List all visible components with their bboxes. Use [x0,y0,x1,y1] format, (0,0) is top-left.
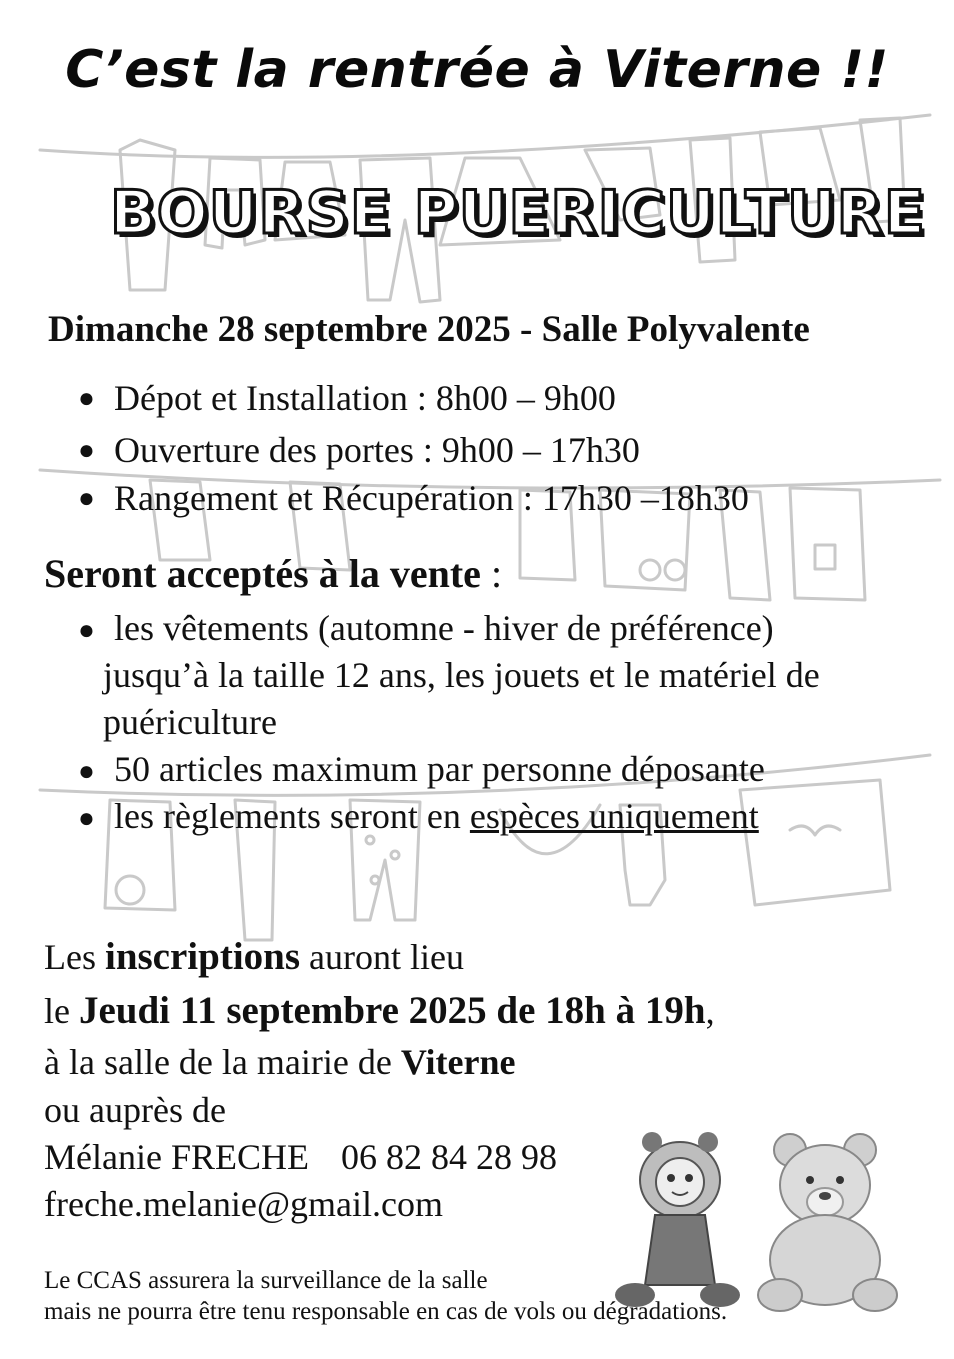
bullet-icon: ● [78,756,95,787]
acceptance-item-text: puériculture [103,702,277,742]
acceptance-item-text: 50 articles maximum par personne déposante [114,749,765,789]
event-type-banner: BOURSE PUERICULTURE [110,178,926,248]
list-item [78,474,749,526]
text: auront lieu [300,937,464,977]
acceptance-item-text: les règlements seront en [114,796,470,836]
town-name: Viterne [400,1042,516,1082]
text: Les [44,937,105,977]
list-item [78,426,749,474]
acceptance-item-text: les vêtements (automne - hiver de préférence) [114,608,774,648]
page-title: C’est la rentrée à Viterne !! [65,40,889,100]
bullet-icon: ● [78,435,95,466]
contact-email[interactable]: freche.melanie@gmail.com [44,1184,443,1224]
inscriptions-keyword: inscriptions [104,935,301,978]
inscriptions-place-line [44,1041,515,1083]
acceptance-heading-text: Seront acceptés à la vente [44,551,481,596]
bullet-icon: ● [78,803,95,834]
event-date-location: Dimanche 28 septembre 2025 - Salle Polyvalente [48,309,810,350]
list-item [78,605,820,746]
list-item [78,793,820,840]
inscriptions-alt-line: ou auprès de [44,1090,226,1130]
contact-line [44,1136,557,1178]
schedule-list [78,374,749,526]
contact-name: Mélanie FRECHE [44,1137,309,1177]
acceptance-heading [44,550,502,597]
list-item [78,746,820,793]
schedule-item-text: Ouverture des portes : 9h00 – 17h30 [114,430,640,470]
acceptance-list [78,605,820,840]
acceptance-item-text: jusqu’à la taille 12 ans, les jouets et le matériel de [103,655,820,695]
inscriptions-date: Jeudi 11 septembre 2025 de 18h à 19h [78,989,706,1032]
bullet-icon: ● [78,483,95,514]
schedule-item-text: Dépot et Installation : 8h00 – 9h00 [114,378,616,418]
inscriptions-date-line [44,988,715,1033]
payment-method-underlined: espèces uniquement [469,796,759,836]
text: , [705,991,715,1031]
bullet-icon: ● [78,615,95,646]
footer-disclaimer-line-1: Le CCAS assurera la surveillance de la salle [44,1267,488,1294]
acceptance-heading-colon: : [480,551,503,596]
footer-disclaimer-line-2: mais ne pourra être tenu responsable en cas de vols ou dégradations. [44,1298,728,1325]
text: à la salle de la mairie de [44,1042,401,1082]
doll-icon [615,1132,740,1307]
toys-illustration [600,1120,930,1320]
text: le [44,991,79,1031]
bullet-icon: ● [78,383,95,414]
schedule-item-text: Rangement et Récupération : 17h30 –18h30 [114,478,749,518]
list-item [78,374,749,426]
contact-phone[interactable]: 06 82 84 28 98 [340,1137,557,1177]
teddy-bear-icon [758,1134,897,1311]
inscriptions-line [44,934,464,979]
